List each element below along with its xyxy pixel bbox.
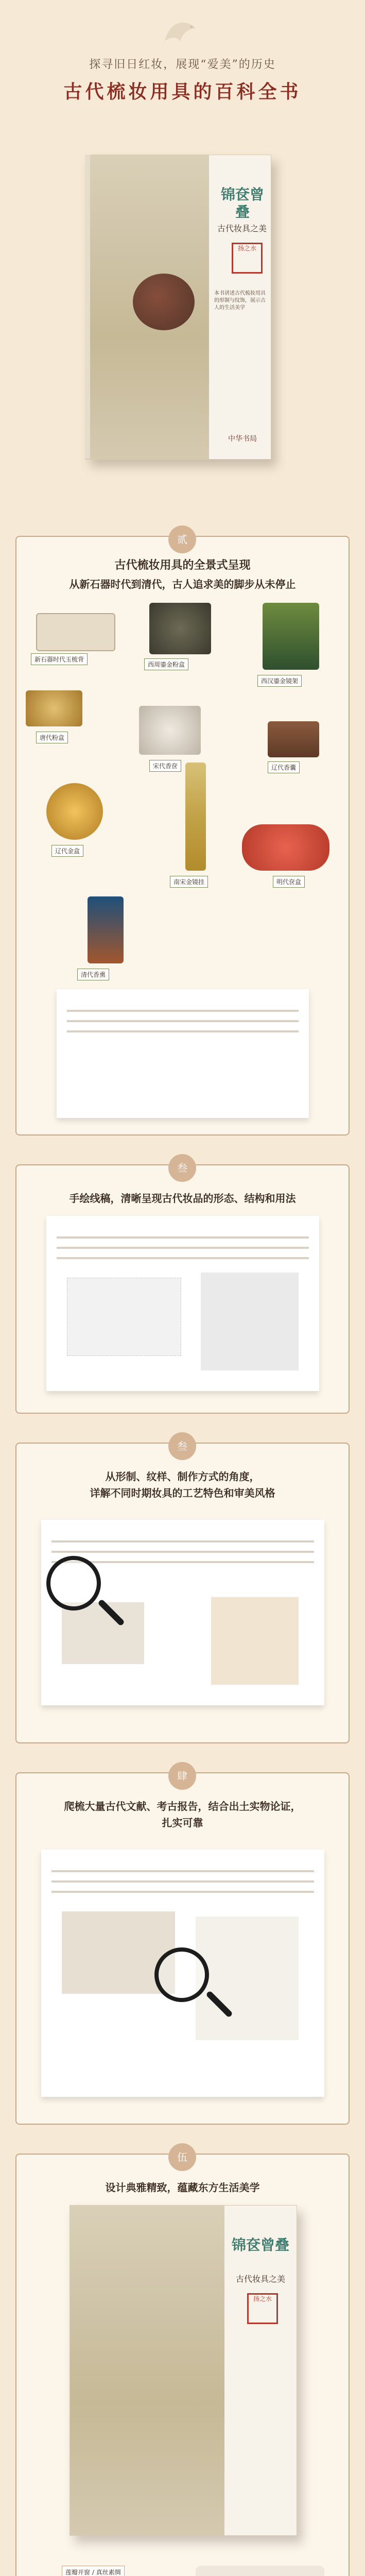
text-page: [196, 1917, 299, 2040]
item-label: 西周鎏金粉盒: [144, 658, 188, 670]
text-line: [51, 1891, 314, 1893]
spread-right-page: [185, 999, 299, 1103]
text-line: [51, 1880, 314, 1883]
text-line: [67, 1010, 299, 1012]
spread-left-page: [67, 999, 181, 1103]
item-label: 唐代粉盒: [36, 732, 68, 743]
section-2: [0, 526, 365, 1144]
book-title: 锦奁曾叠: [220, 186, 264, 221]
mirror-stand-image: [263, 603, 319, 670]
section-3-badge: 叁: [168, 1154, 196, 1182]
section-6-line1: 设计典雅精致，蕴藏东方生活美学: [105, 2181, 260, 2194]
book-desc: 本书讲述古代梳妆用具的形制与纹饰，展示古人的生活美学: [214, 291, 266, 311]
item-label: 清代香熏: [77, 969, 109, 980]
text-line: [67, 1030, 299, 1032]
sachet-image: [268, 721, 319, 757]
item-label: 新石器时代玉梳背: [31, 653, 88, 665]
item-label: 宋代香奁: [149, 760, 181, 772]
book-title: 锦奁曾叠: [231, 2236, 289, 2253]
section-5-line2: 扎实可靠: [162, 1817, 203, 1829]
section-4: [0, 1432, 365, 1752]
magnifier-icon: [46, 1556, 101, 1611]
text-line: [51, 1540, 314, 1543]
text-line: [57, 1247, 309, 1249]
book-cover: [85, 155, 271, 460]
section-2-badge: 贰: [168, 526, 196, 553]
line-drawing: [67, 1278, 181, 1356]
book-subtitle: 古代妆具之美: [235, 2274, 285, 2284]
artifact-grid: [211, 1597, 299, 1685]
section-2-line2: 从新石器时代到清代，古人追求美的脚步从未停止: [69, 578, 296, 590]
section-2-book-spread: [57, 989, 309, 1118]
section-2-line1: 古代梳妆用具的全景式呈现: [114, 558, 251, 572]
text-line: [51, 1551, 314, 1553]
book-subtitle: 古代妆具之美: [217, 224, 267, 233]
section-5-line1: 爬梳大量古代文献、考古报告，结合出土实物论证，: [64, 1800, 301, 1812]
section-5-badge: 肆: [168, 1762, 196, 1790]
section-3: [0, 1154, 365, 1422]
ming-box-image: [242, 824, 329, 871]
book-publisher: 中华书局: [228, 435, 257, 443]
phoenix-icon: [160, 15, 201, 52]
censer-image: [88, 896, 124, 963]
hero-title: 古代梳妆用具的百科全书: [63, 81, 302, 103]
item-label: 辽代香囊: [268, 761, 300, 773]
text-line: [51, 1870, 314, 1872]
jade-comb-image: [36, 613, 115, 651]
cover-painting: [70, 2206, 224, 2535]
item-label: 西汉鎏金镜架: [257, 675, 302, 687]
caption-1: 莲瓣开窗 / 真丝素绸: [62, 2566, 125, 2576]
section-4-line2: 详解不同时期妆具的工艺特色和审美风格: [90, 1487, 275, 1499]
mirror-drawing: [201, 1273, 299, 1370]
text-line: [67, 1020, 299, 1022]
section-5: [0, 1762, 365, 2133]
section-4-badge: 叁: [168, 1432, 196, 1460]
hero-header: [0, 0, 365, 124]
section-6-book: [69, 2205, 297, 2536]
item-label: 南宋金镜挂: [170, 876, 208, 888]
lacquer-box-image: [133, 274, 195, 330]
item-label: 辽代金盒: [51, 845, 83, 857]
section-4-line1: 从形制、纹样、制作方式的角度，: [105, 1470, 260, 1483]
author-seal: 扬之水: [247, 2293, 278, 2324]
tang-box-image: [26, 690, 82, 726]
detail-photo-2: [196, 2566, 324, 2576]
text-line: [57, 1257, 309, 1259]
section-6: [0, 2143, 365, 2576]
mirror-pendant-image: [185, 762, 206, 871]
magnifier-icon: [154, 1947, 209, 2002]
section-6-badge: 伍: [168, 2143, 196, 2171]
gold-box-image: [46, 783, 103, 840]
section-3-book-spread: [46, 1216, 319, 1391]
book-spine: [85, 155, 90, 459]
section-4-book-spread: [41, 1520, 324, 1705]
bronze-box-image: [149, 603, 211, 654]
hero-tagline: 探寻旧日红妆，展现“爱美”的历史: [89, 58, 276, 71]
ornament-image: [62, 1602, 144, 1664]
song-box-image: [139, 706, 201, 755]
book-cover-section: [0, 124, 365, 526]
item-label: 明代奁盒: [273, 876, 305, 888]
section-3-line1: 手绘线稿，清晰呈现古代妆品的形态、结构和用法: [69, 1192, 296, 1205]
author-seal: 扬之水: [232, 243, 263, 274]
text-line: [57, 1236, 309, 1239]
